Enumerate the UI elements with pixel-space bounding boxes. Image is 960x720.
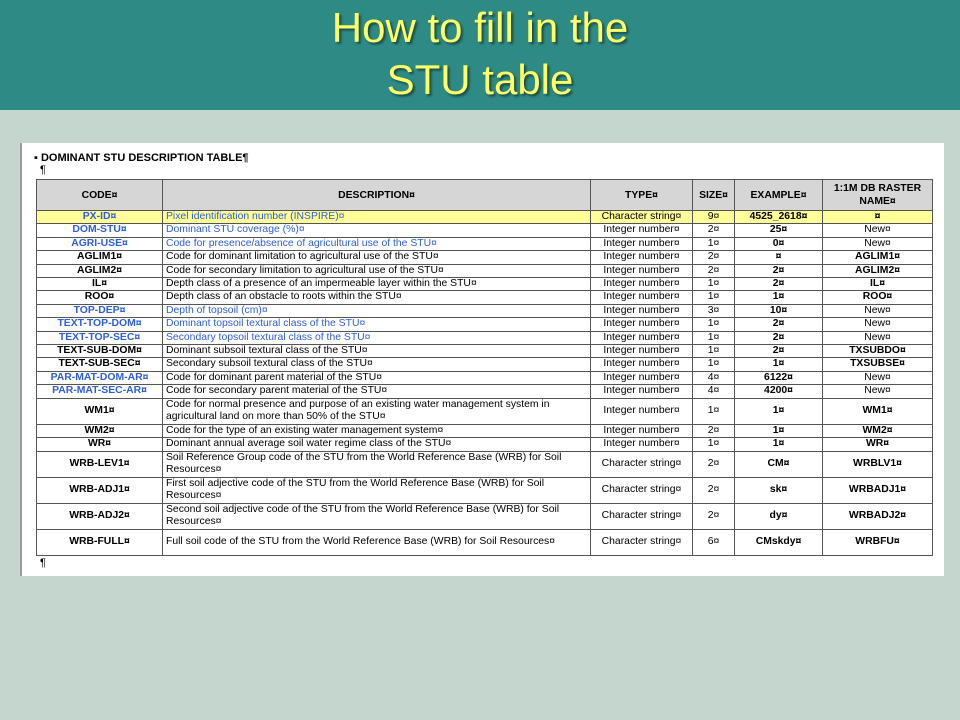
cell-code: DOM-STU¤ — [37, 224, 163, 237]
cell-example: 1¤ — [735, 291, 823, 304]
cell-example: 2¤ — [735, 264, 823, 277]
end-paragraph-mark: ¶ — [40, 557, 46, 569]
cell-code: TEXT-SUB-DOM¤ — [37, 345, 163, 358]
cell-code: AGLIM2¤ — [37, 264, 163, 277]
cell-description: Dominant STU coverage (%)¤ — [163, 224, 591, 237]
table-row — [37, 451, 933, 477]
table-header-row — [37, 180, 933, 211]
table-row — [37, 304, 933, 317]
table-row — [37, 438, 933, 451]
cell-size: 1¤ — [693, 278, 735, 291]
cell-type: Character string¤ — [591, 451, 693, 477]
cell-raster-name: ¤ — [823, 211, 933, 224]
table-row — [37, 318, 933, 331]
cell-raster-name: New¤ — [823, 237, 933, 250]
cell-code: PAR-MAT-SEC-AR¤ — [37, 385, 163, 398]
cell-description: Full soil code of the STU from the World Reference Base (WRB) for Soil Resources¤ — [163, 529, 591, 555]
cell-example: 0¤ — [735, 237, 823, 250]
cell-description: Dominant subsoil textural class of the STU¤ — [163, 345, 591, 358]
cell-code: WRB-FULL¤ — [37, 529, 163, 555]
cell-size: 9¤ — [693, 211, 735, 224]
cell-type: Integer number¤ — [591, 345, 693, 358]
header-size: SIZE¤ — [693, 180, 735, 211]
cell-size: 4¤ — [693, 371, 735, 384]
cell-example: 2¤ — [735, 345, 823, 358]
paragraph-mark: ¶ — [40, 164, 46, 176]
cell-type: Character string¤ — [591, 503, 693, 529]
cell-raster-name: New¤ — [823, 331, 933, 344]
cell-size: 6¤ — [693, 529, 735, 555]
cell-description: Soil Reference Group code of the STU from the World Reference Base (WRB) for Soil Resources¤ — [163, 451, 591, 477]
cell-raster-name: WRBFU¤ — [823, 529, 933, 555]
cell-size: 2¤ — [693, 251, 735, 264]
cell-description: Code for normal presence and purpose of an existing water management system in agricultural land on more than 50% of the STU¤ — [163, 398, 591, 424]
cell-size: 1¤ — [693, 237, 735, 250]
cell-type: Character string¤ — [591, 211, 693, 224]
table-row — [37, 264, 933, 277]
cell-raster-name: WR¤ — [823, 438, 933, 451]
cell-size: 3¤ — [693, 304, 735, 317]
cell-size: 1¤ — [693, 291, 735, 304]
cell-raster-name: WRBADJ1¤ — [823, 477, 933, 503]
cell-type: Integer number¤ — [591, 385, 693, 398]
cell-example: 4200¤ — [735, 385, 823, 398]
cell-description: Code for secondary parent material of the STU¤ — [163, 385, 591, 398]
cell-size: 1¤ — [693, 358, 735, 371]
cell-raster-name: New¤ — [823, 224, 933, 237]
cell-description: Second soil adjective code of the STU from the World Reference Base (WRB) for Soil Resources¤ — [163, 503, 591, 529]
cell-raster-name: WM1¤ — [823, 398, 933, 424]
document-heading: ▪ DOMINANT STU DESCRIPTION TABLE¶ — [34, 152, 249, 164]
cell-example: 25¤ — [735, 224, 823, 237]
cell-description: Depth of topsoil (cm)¤ — [163, 304, 591, 317]
cell-raster-name: IL¤ — [823, 278, 933, 291]
cell-description: Code for the type of an existing water management system¤ — [163, 424, 591, 437]
cell-description: Code for dominant parent material of the STU¤ — [163, 371, 591, 384]
cell-code: WR¤ — [37, 438, 163, 451]
cell-example: 1¤ — [735, 424, 823, 437]
document-panel — [20, 143, 944, 576]
cell-raster-name: TXSUBSE¤ — [823, 358, 933, 371]
cell-example: 2¤ — [735, 278, 823, 291]
cell-code: AGRI-USE¤ — [37, 237, 163, 250]
cell-raster-name: New¤ — [823, 318, 933, 331]
cell-example: sk¤ — [735, 477, 823, 503]
cell-size: 2¤ — [693, 451, 735, 477]
cell-raster-name: WM2¤ — [823, 424, 933, 437]
cell-type: Integer number¤ — [591, 224, 693, 237]
cell-example: 2¤ — [735, 318, 823, 331]
table-row — [37, 385, 933, 398]
table-row — [37, 503, 933, 529]
cell-raster-name: New¤ — [823, 304, 933, 317]
cell-code: WRB-LEV1¤ — [37, 451, 163, 477]
cell-code: WRB-ADJ1¤ — [37, 477, 163, 503]
cell-example: ¤ — [735, 251, 823, 264]
cell-size: 1¤ — [693, 318, 735, 331]
table-row — [37, 224, 933, 237]
cell-raster-name: New¤ — [823, 371, 933, 384]
cell-description: Depth class of a presence of an impermeable layer within the STU¤ — [163, 278, 591, 291]
cell-type: Integer number¤ — [591, 424, 693, 437]
table-row — [37, 358, 933, 371]
cell-type: Integer number¤ — [591, 278, 693, 291]
cell-type: Integer number¤ — [591, 358, 693, 371]
cell-type: Integer number¤ — [591, 264, 693, 277]
cell-description: Dominant annual average soil water regime class of the STU¤ — [163, 438, 591, 451]
slide-title — [0, 2, 960, 106]
table-row — [37, 371, 933, 384]
table-row — [37, 424, 933, 437]
cell-type: Character string¤ — [591, 529, 693, 555]
header-code: CODE¤ — [37, 180, 163, 211]
cell-size: 2¤ — [693, 264, 735, 277]
table-row — [37, 251, 933, 264]
cell-description: Pixel identification number (INSPIRE)¤ — [163, 211, 591, 224]
cell-size: 1¤ — [693, 398, 735, 424]
cell-code: WRB-ADJ2¤ — [37, 503, 163, 529]
cell-size: 1¤ — [693, 331, 735, 344]
cell-description: Depth class of an obstacle to roots within the STU¤ — [163, 291, 591, 304]
table-row — [37, 477, 933, 503]
cell-description: Secondary topsoil textural class of the STU¤ — [163, 331, 591, 344]
cell-size: 2¤ — [693, 224, 735, 237]
cell-type: Integer number¤ — [591, 251, 693, 264]
cell-description: Code for dominant limitation to agricultural use of the STU¤ — [163, 251, 591, 264]
cell-description: Code for secondary limitation to agricultural use of the STU¤ — [163, 264, 591, 277]
cell-raster-name: ROO¤ — [823, 291, 933, 304]
cell-type: Integer number¤ — [591, 398, 693, 424]
cell-example: 2¤ — [735, 331, 823, 344]
cell-size: 1¤ — [693, 345, 735, 358]
cell-raster-name: WRBLV1¤ — [823, 451, 933, 477]
table-row — [37, 331, 933, 344]
table-row — [37, 278, 933, 291]
cell-size: 2¤ — [693, 424, 735, 437]
cell-raster-name: New¤ — [823, 385, 933, 398]
cell-example: 1¤ — [735, 438, 823, 451]
cell-code: WM2¤ — [37, 424, 163, 437]
cell-raster-name: TXSUBDO¤ — [823, 345, 933, 358]
cell-type: Integer number¤ — [591, 304, 693, 317]
cell-description: First soil adjective code of the STU from the World Reference Base (WRB) for Soil Resources¤ — [163, 477, 591, 503]
table-row — [37, 291, 933, 304]
stu-description-table — [36, 179, 933, 556]
slide-title-line-2: STU table — [386, 56, 574, 103]
cell-type: Character string¤ — [591, 477, 693, 503]
cell-code: IL¤ — [37, 278, 163, 291]
cell-code: TOP-DEP¤ — [37, 304, 163, 317]
cell-example: dy¤ — [735, 503, 823, 529]
cell-example: 1¤ — [735, 398, 823, 424]
header-description: DESCRIPTION¤ — [163, 180, 591, 211]
cell-code: PX-ID¤ — [37, 211, 163, 224]
cell-code: WM1¤ — [37, 398, 163, 424]
cell-raster-name: WRBADJ2¤ — [823, 503, 933, 529]
cell-example: 10¤ — [735, 304, 823, 317]
cell-code: PAR-MAT-DOM-AR¤ — [37, 371, 163, 384]
cell-type: Integer number¤ — [591, 318, 693, 331]
table-row — [37, 211, 933, 224]
cell-size: 4¤ — [693, 385, 735, 398]
table-row — [37, 237, 933, 250]
cell-code: TEXT-SUB-SEC¤ — [37, 358, 163, 371]
cell-example: 6122¤ — [735, 371, 823, 384]
header-type: TYPE¤ — [591, 180, 693, 211]
cell-example: CM¤ — [735, 451, 823, 477]
cell-example: 4525_2618¤ — [735, 211, 823, 224]
header-raster-name: 1:1M DB RASTER NAME¤ — [823, 180, 933, 211]
cell-example: 1¤ — [735, 358, 823, 371]
cell-description: Code for presence/absence of agricultural use of the STU¤ — [163, 237, 591, 250]
cell-size: 2¤ — [693, 477, 735, 503]
cell-type: Integer number¤ — [591, 331, 693, 344]
cell-description: Dominant topsoil textural class of the STU¤ — [163, 318, 591, 331]
cell-type: Integer number¤ — [591, 237, 693, 250]
cell-example: CMskdy¤ — [735, 529, 823, 555]
cell-code: TEXT-TOP-SEC¤ — [37, 331, 163, 344]
cell-code: ROO¤ — [37, 291, 163, 304]
cell-type: Integer number¤ — [591, 371, 693, 384]
cell-size: 1¤ — [693, 438, 735, 451]
table-row — [37, 345, 933, 358]
cell-type: Integer number¤ — [591, 291, 693, 304]
cell-code: AGLIM1¤ — [37, 251, 163, 264]
cell-description: Secondary subsoil textural class of the STU¤ — [163, 358, 591, 371]
table-row — [37, 529, 933, 555]
slide-title-line-1: How to fill in the — [331, 4, 629, 51]
cell-type: Integer number¤ — [591, 438, 693, 451]
cell-raster-name: AGLIM1¤ — [823, 251, 933, 264]
table-row — [37, 398, 933, 424]
cell-code: TEXT-TOP-DOM¤ — [37, 318, 163, 331]
cell-size: 2¤ — [693, 503, 735, 529]
header-example: EXAMPLE¤ — [735, 180, 823, 211]
cell-raster-name: AGLIM2¤ — [823, 264, 933, 277]
